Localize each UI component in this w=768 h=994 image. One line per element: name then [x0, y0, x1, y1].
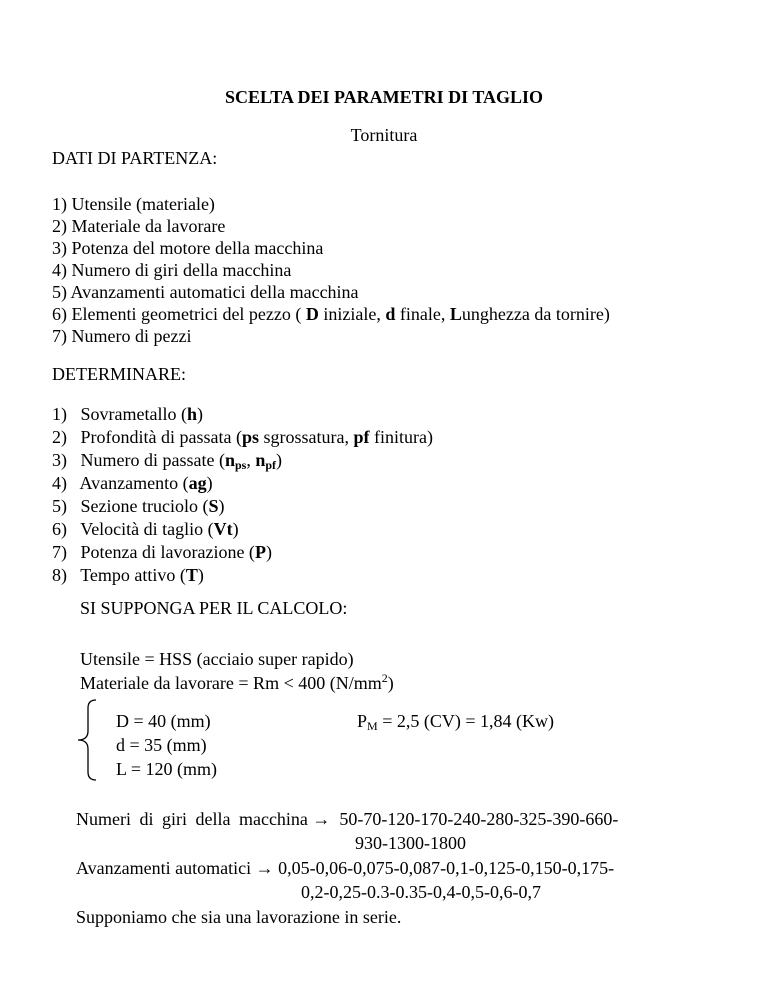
list-item: 1) Sovrametallo (h)	[52, 404, 203, 424]
determinare-heading: DETERMINARE:	[52, 364, 186, 384]
list-item: 1) Utensile (materiale)	[52, 194, 215, 214]
arrow-right-icon: →	[255, 858, 274, 878]
materiale-line: Materiale da lavorare = Rm < 400 $(N/mm^2)$	[80, 671, 394, 693]
arrow-right-icon: →	[312, 809, 331, 829]
avanzamenti-line-2: 0,2-0,25-0.3-0.35-0,4-0,5-0,6-0,7	[301, 882, 541, 902]
giri-line-2: 930-1300-1800	[355, 833, 466, 853]
list-item: 6) Elementi geometrici del pezzo ( D iniziale, d finale, Lunghezza da tornire)	[52, 304, 610, 324]
list-item: 5) Sezione truciolo (S)	[52, 496, 225, 516]
list-item: 7) Potenza di lavorazione (P)	[52, 542, 272, 562]
dim-D: D = 40 (mm)	[116, 711, 211, 731]
list-item: 3) Potenza del motore della macchina	[52, 238, 324, 258]
supponga-heading: SI SUPPONGA PER IL CALCOLO:	[80, 598, 348, 618]
list-item: 8) Tempo attivo (T)	[52, 565, 204, 585]
dati-heading: DATI DI PARTENZA:	[52, 148, 218, 168]
serie-line: Supponiamo che sia una lavorazione in serie.	[76, 907, 402, 927]
utensile-line: Utensile = HSS (acciaio super rapido)	[80, 649, 354, 669]
list-item: 5) Avanzamenti automatici della macchina	[52, 282, 359, 302]
avanzamenti-line: Avanzamenti automatici → 0,05-0,06-0,075-0,087-0,1-0,125-0,150-0,175-	[76, 858, 615, 878]
page-title: SCELTA DEI PARAMETRI DI TAGLIO	[224, 87, 544, 107]
list-item: 4) Numero di giri della macchina	[52, 260, 292, 280]
determinare-list	[52, 403, 433, 587]
list-item: 7) Numero di pezzi	[52, 326, 192, 346]
dim-d: d = 35 (mm)	[116, 735, 207, 755]
curly-brace-icon	[74, 699, 98, 781]
dati-list	[52, 193, 610, 347]
giri-line: Numeri di giri della macchina → 50-70-120-170-240-280-325-390-660-	[76, 809, 619, 829]
list-item: 4) Avanzamento (ag)	[52, 473, 213, 493]
list-item: 3) Numero di passate ($n_{ps}$, $n_{pf}$)	[52, 450, 283, 472]
dim-L: L = 120 (mm)	[116, 759, 217, 779]
motor-power: $P_M = 2,5$ (CV) = 1,84 (Kw)	[357, 711, 554, 733]
list-item: 2) Profondità di passata (ps sgrossatura, pf finitura)	[52, 427, 433, 447]
subtitle: Tornitura	[350, 125, 418, 145]
list-item: 2) Materiale da lavorare	[52, 216, 226, 236]
list-item: 6) Velocità di taglio (Vt)	[52, 519, 239, 539]
